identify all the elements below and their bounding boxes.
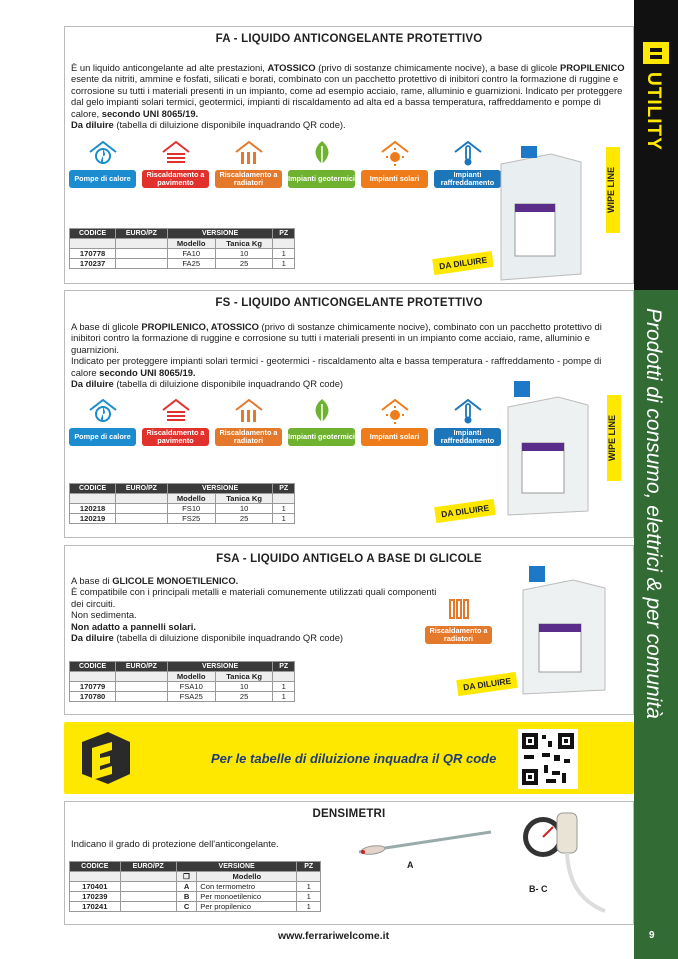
table-row: 170778 FA10 10 1: [70, 249, 295, 259]
col-modello: Modello: [167, 239, 215, 249]
product-table: CODICE EURO/PZ VERSIONE PZ Modello Tanica Kg 170779 FSA10 10 1 170780 FSA25 25 1: [69, 661, 295, 702]
application-label: Impianti solari: [361, 170, 428, 188]
application-label: Riscaldamento a radiatori: [215, 170, 282, 188]
qr-banner-text: Per le tabelle di diluizione inquadra il QR code: [211, 751, 497, 766]
application-icon: [215, 138, 282, 188]
table-row: 170779 FSA10 10 1: [70, 682, 295, 692]
radiator-icon: [230, 396, 268, 426]
logo-icon: [641, 38, 671, 68]
application-label: Impianti raffreddamento: [434, 170, 501, 188]
application-icon: [288, 396, 355, 446]
canister-image: [491, 134, 591, 282]
dilute-badge: DA DILUIRE: [432, 251, 494, 275]
application-label: Riscaldamento a pavimento: [142, 170, 209, 188]
label-a: A: [407, 860, 414, 870]
application-icon: [142, 138, 209, 188]
qr-banner: [64, 722, 634, 794]
logo-icon: [78, 728, 134, 788]
product-panel-fs: [64, 290, 634, 538]
leaf-icon: [303, 396, 341, 426]
col-codice: CODICE: [70, 229, 116, 239]
product-panel-fsa: [64, 545, 634, 715]
product-table: [69, 228, 295, 269]
footer-url[interactable]: www.ferrariwelcome.it: [278, 930, 390, 942]
application-icon: [142, 396, 209, 446]
application-label: Impianti geotermici: [288, 428, 355, 446]
col-europz: EURO/PZ: [116, 229, 167, 239]
table-row: 170237 FA25 25 1: [70, 259, 295, 269]
table-row: 120218 FS10 10 1: [70, 504, 295, 514]
brand-strip: WIPE LINE: [607, 395, 621, 481]
canister-image: [517, 562, 613, 696]
table-row: 120219 FS25 25 1: [70, 514, 295, 524]
radiator-icon: [230, 138, 268, 168]
canister-image: [500, 377, 596, 517]
product-description: Indicano il grado di protezione dell'anticongelante.: [71, 838, 279, 849]
fan-icon: [84, 396, 122, 426]
application-icons: [69, 396, 501, 446]
table-row: 170241 C Per propilenico 1: [70, 902, 321, 912]
thermometer-icon: [449, 396, 487, 426]
application-label: Riscaldamento a radiatori: [215, 428, 282, 446]
application-label: Pompe di calore: [69, 428, 136, 446]
sun-icon: [376, 396, 414, 426]
sun-icon: [376, 138, 414, 168]
application-icon: Riscaldamento a radiatori: [425, 594, 492, 644]
floor-heating-icon: [157, 396, 195, 426]
dilute-badge: DA DILUIRE: [456, 672, 518, 696]
product-title: FA - LIQUIDO ANTICONGELANTE PROTETTIVO: [215, 33, 483, 45]
application-icon: [69, 396, 136, 446]
sidebar-category: Prodotti di consumo, elettrici & per comunità: [642, 308, 665, 719]
product-description: A base di GLICOLE MONOETILENICO. È compatibile con i principali metalli e materiali comunemente utilizzati quali componenti dei circuiti. Non sedimenta. Non adatto a pannelli solari. Da diluire (tabella di diluizione disponibile inquadrando QR code): [71, 575, 437, 644]
product-table: CODICE EURO/PZ VERSIONE PZ ❐ Modello 170401 A Con termometro 1 170239 B Per monoetilenico 1 170241 C Per propilenico 1: [69, 861, 321, 912]
application-icon: [215, 396, 282, 446]
product-table: CODICE EURO/PZ VERSIONE PZ Modello Tanica Kg 120218 FS10 10 1 120219 FS25 25 1: [69, 483, 295, 524]
product-description: È un liquido anticongelante ad alte prestazioni, ATOSSICO (privo di sostanze chimicamente nocive), a base di glicole PROPILENICO esente da nitriti, ammine e fosfati, silicati e borati, combinato con un pacchetto protettivo di inibitori contro la formazione di ruggine e corrosione su tutti i materiali presenti in un impianto, come ad esempio acciaio, rame, alluminio e guarnizioni. Indicato per proteggere dal gelo impianti solari termici, geotermici, impianti di riscaldamento ad alta ed a bassa temperatura, raffreddamento e pompe di calore, secondo UNI 8065/19. Da diluire (tabella di diluizione disponibile inquadrando QR code).: [71, 62, 625, 131]
col-tanica: Tanica Kg: [215, 239, 273, 249]
application-label: Riscaldamento a pavimento: [142, 428, 209, 446]
application-label: Impianti solari: [361, 428, 428, 446]
application-icon: [361, 396, 428, 446]
table-row: 170401 A Con termometro 1: [70, 882, 321, 892]
table-row: 170239 B Per monoetilenico 1: [70, 892, 321, 902]
application-label: Impianti geotermici: [288, 170, 355, 188]
dilute-badge: DA DILUIRE: [434, 499, 496, 523]
product-panel-densimetri: [64, 801, 634, 925]
sidebar-section: UTILITY: [643, 72, 664, 151]
hydrometer-image: [355, 828, 495, 858]
fan-icon: [84, 138, 122, 168]
thermometer-icon: [449, 138, 487, 168]
product-title: FSA - LIQUIDO ANTIGELO A BASE DI GLICOLE: [216, 553, 482, 565]
application-icon: [288, 138, 355, 188]
radiator-icon: [440, 594, 478, 624]
label-bc: B- C: [529, 884, 548, 894]
application-icon: [434, 396, 501, 446]
application-icon: [361, 138, 428, 188]
product-title: FS - LIQUIDO ANTICONGELANTE PROTETTIVO: [215, 297, 483, 309]
application-icons: [69, 138, 501, 188]
checkbox-icon: ❐: [176, 872, 196, 882]
application-icon: [69, 138, 136, 188]
brand-strip: WIPE LINE: [606, 147, 620, 233]
application-label: Pompe di calore: [69, 170, 136, 188]
product-title: DENSIMETRI: [312, 808, 386, 820]
tester-image: [513, 807, 609, 915]
qr-code-icon[interactable]: [518, 729, 578, 789]
product-description: A base di glicole PROPILENICO, ATOSSICO (privo di sostanze chimicamente nocive), combinato con un pacchetto protettivo di inibitori contro la formazione di ruggine e corrosione su tutti i materiali presenti in un impianto come acciaio, rame, alluminio e guarnizioni. Indicato per proteggere impianti solari termici - geotermici - riscaldamento alta e bassa temperatura - raffreddamento - pompe di calore secondo UNI 8065/19. Da diluire (tabella di diluizione disponibile inquadrando QR code): [71, 321, 602, 390]
floor-heating-icon: [157, 138, 195, 168]
product-panel-fa: [64, 26, 634, 284]
col-versione: VERSIONE: [167, 229, 273, 239]
col-pz: PZ: [273, 229, 295, 239]
application-label: Impianti raffreddamento: [434, 428, 501, 446]
page-number: 9: [649, 930, 655, 941]
table-row: 170780 FSA25 25 1: [70, 692, 295, 702]
leaf-icon: [303, 138, 341, 168]
